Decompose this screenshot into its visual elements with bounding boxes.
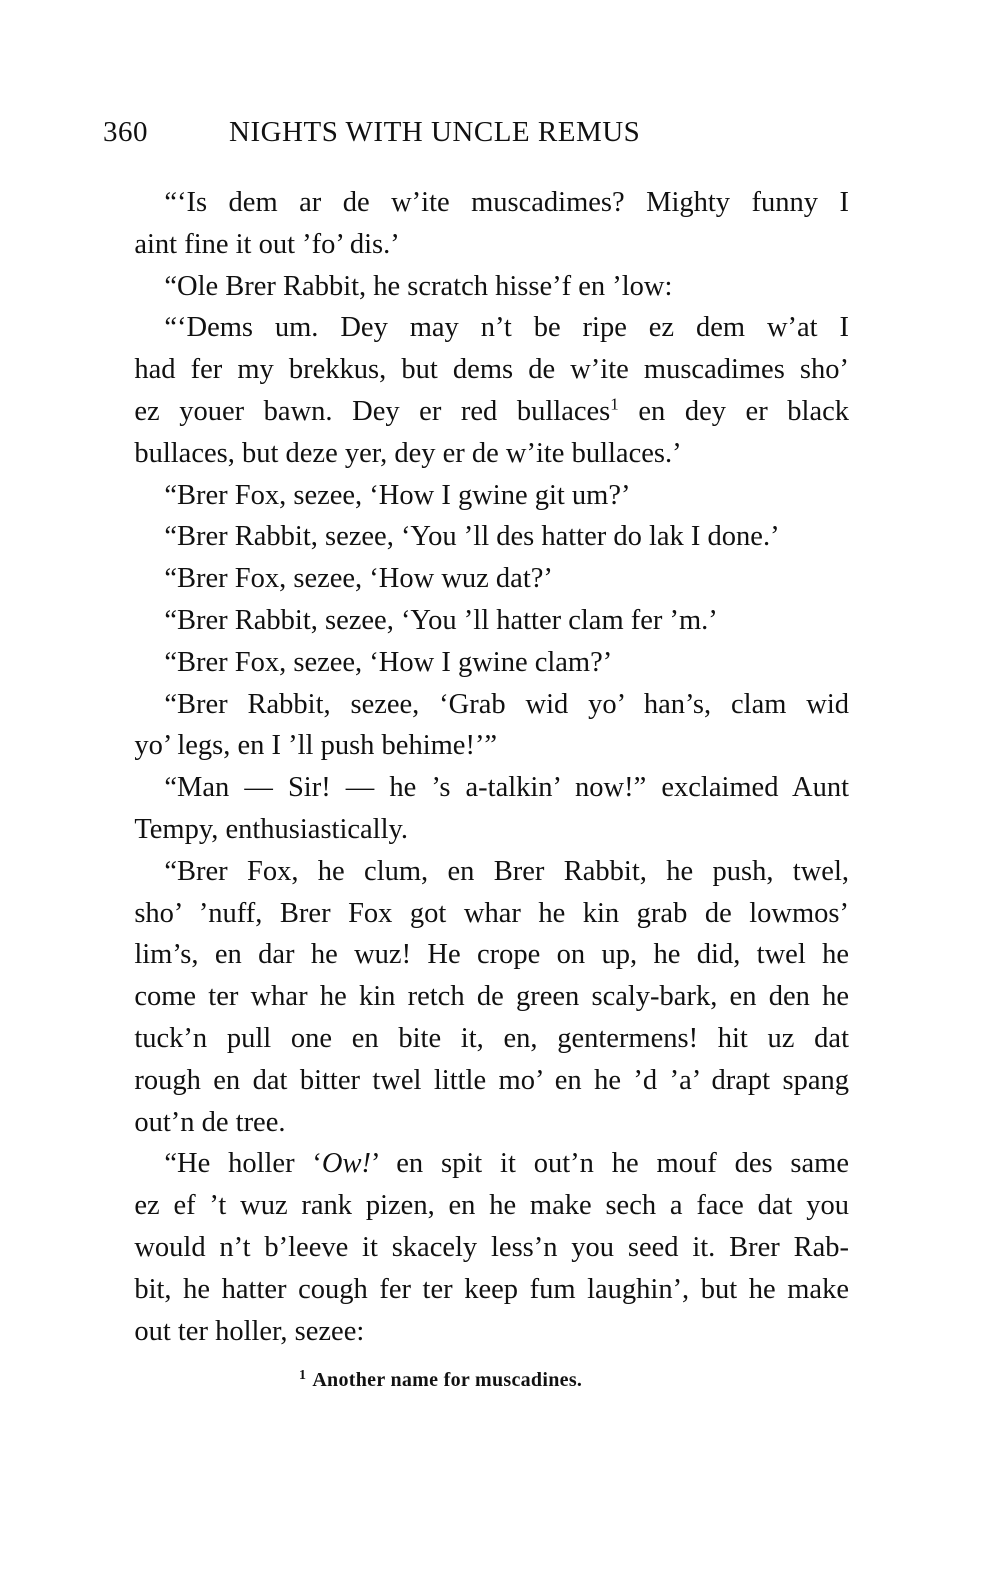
text-line: out’n de tree. [134, 1106, 286, 1138]
body-text [103, 182, 849, 1352]
text-line: rough en dat bitter twel little mo’ en he ’d ’a’ drapt spang [134, 1064, 849, 1096]
page-number: 360 [103, 116, 148, 148]
text-line: “Brer Rabbit, sezee, ‘You ’ll des hatter do lak I done.’ [164, 521, 780, 553]
text-line: ez ef ’t wuz rank pizen, en he make sech a face dat you [134, 1190, 849, 1222]
text-line: would n’t b’leeve it skacely less’n you seed it. Brer Rab- [134, 1231, 849, 1263]
text-line: “‘Is dem ar de w’ite muscadimes? Mighty funny I [164, 187, 849, 218]
text-fragment: ez youer bawn. Dey er red bullaces [134, 395, 611, 427]
italic-exclamation: Ow! [321, 1148, 372, 1180]
footnote-marker: 1 [299, 1367, 307, 1383]
text-fragment: ’ en spit it out’n he mouf des same [371, 1148, 849, 1180]
text-line: sho’ ’nuff, Brer Fox got whar he kin grab de lowmos’ [134, 897, 849, 929]
text-line: “Brer Rabbit, sezee, ‘You ’ll hatter clam fer ’m.’ [164, 604, 718, 636]
paragraph [103, 642, 849, 684]
text-line [103, 1143, 849, 1185]
text-line: “Brer Fox, sezee, ‘How I gwine git um?’ [164, 479, 631, 511]
footnote-reference: 1 [610, 394, 619, 414]
paragraph [103, 475, 849, 517]
paragraph [103, 266, 849, 308]
paragraph [103, 516, 849, 558]
text-fragment: en dey er black [618, 395, 849, 427]
text-fragment: “He holler ‘ [164, 1148, 322, 1180]
paragraph [103, 182, 849, 266]
text-line: out ter holler, sezee: [134, 1315, 365, 1347]
paragraph [103, 767, 849, 851]
footnote [103, 1366, 849, 1394]
text-line: come ter whar he kin retch de green scaly-bark, en den he [134, 981, 849, 1013]
text-line: “Brer Fox, he clum, en Brer Rabbit, he push, twel, [164, 855, 849, 887]
paragraph [103, 851, 849, 1144]
text-line: lim’s, en dar he wuz! He crope on up, he did, twel he [134, 939, 849, 971]
text-line: aint fine it out ’fo’ dis.’ [134, 228, 400, 260]
text-line: bullaces, but deze yer, dey er de w’ite bullaces.’ [134, 437, 682, 469]
text-line: tuck’n pull one en bite it, en, gentermens! hit uz dat [134, 1022, 849, 1054]
text-line: yo’ legs, en I ’ll push behime!’” [134, 730, 498, 762]
text-line: “Brer Fox, sezee, ‘How wuz dat?’ [164, 563, 553, 595]
text-line: “‘Dems um. Dey may n’t be ripe ez dem w’at I [164, 312, 849, 344]
paragraph [103, 558, 849, 600]
text-line: “Man — Sir! — he ’s a-talkin’ now!” exclaimed Aunt [164, 772, 849, 804]
text-line: “Brer Fox, sezee, ‘How I gwine clam?’ [164, 646, 613, 678]
text-line: Tempy, enthusiastically. [134, 813, 409, 845]
paragraph [103, 684, 849, 768]
running-head [103, 112, 849, 156]
book-page [103, 112, 849, 1394]
footnote-text: Another name for muscadines. [312, 1369, 583, 1392]
text-line [103, 391, 849, 433]
paragraph [103, 1143, 849, 1352]
text-line: “Brer Rabbit, sezee, ‘Grab wid yo’ han’s, clam wid [164, 688, 849, 720]
paragraph [103, 307, 849, 474]
text-line: “Ole Brer Rabbit, he scratch hisse’f en ’low: [164, 270, 673, 302]
paragraph [103, 600, 849, 642]
text-line: bit, he hatter cough fer ter keep fum laughin’, but he make [134, 1273, 849, 1305]
running-title: NIGHTS WITH UNCLE REMUS [229, 116, 641, 148]
text-line: had fer my brekkus, but dems de w’ite muscadimes sho’ [134, 354, 849, 386]
